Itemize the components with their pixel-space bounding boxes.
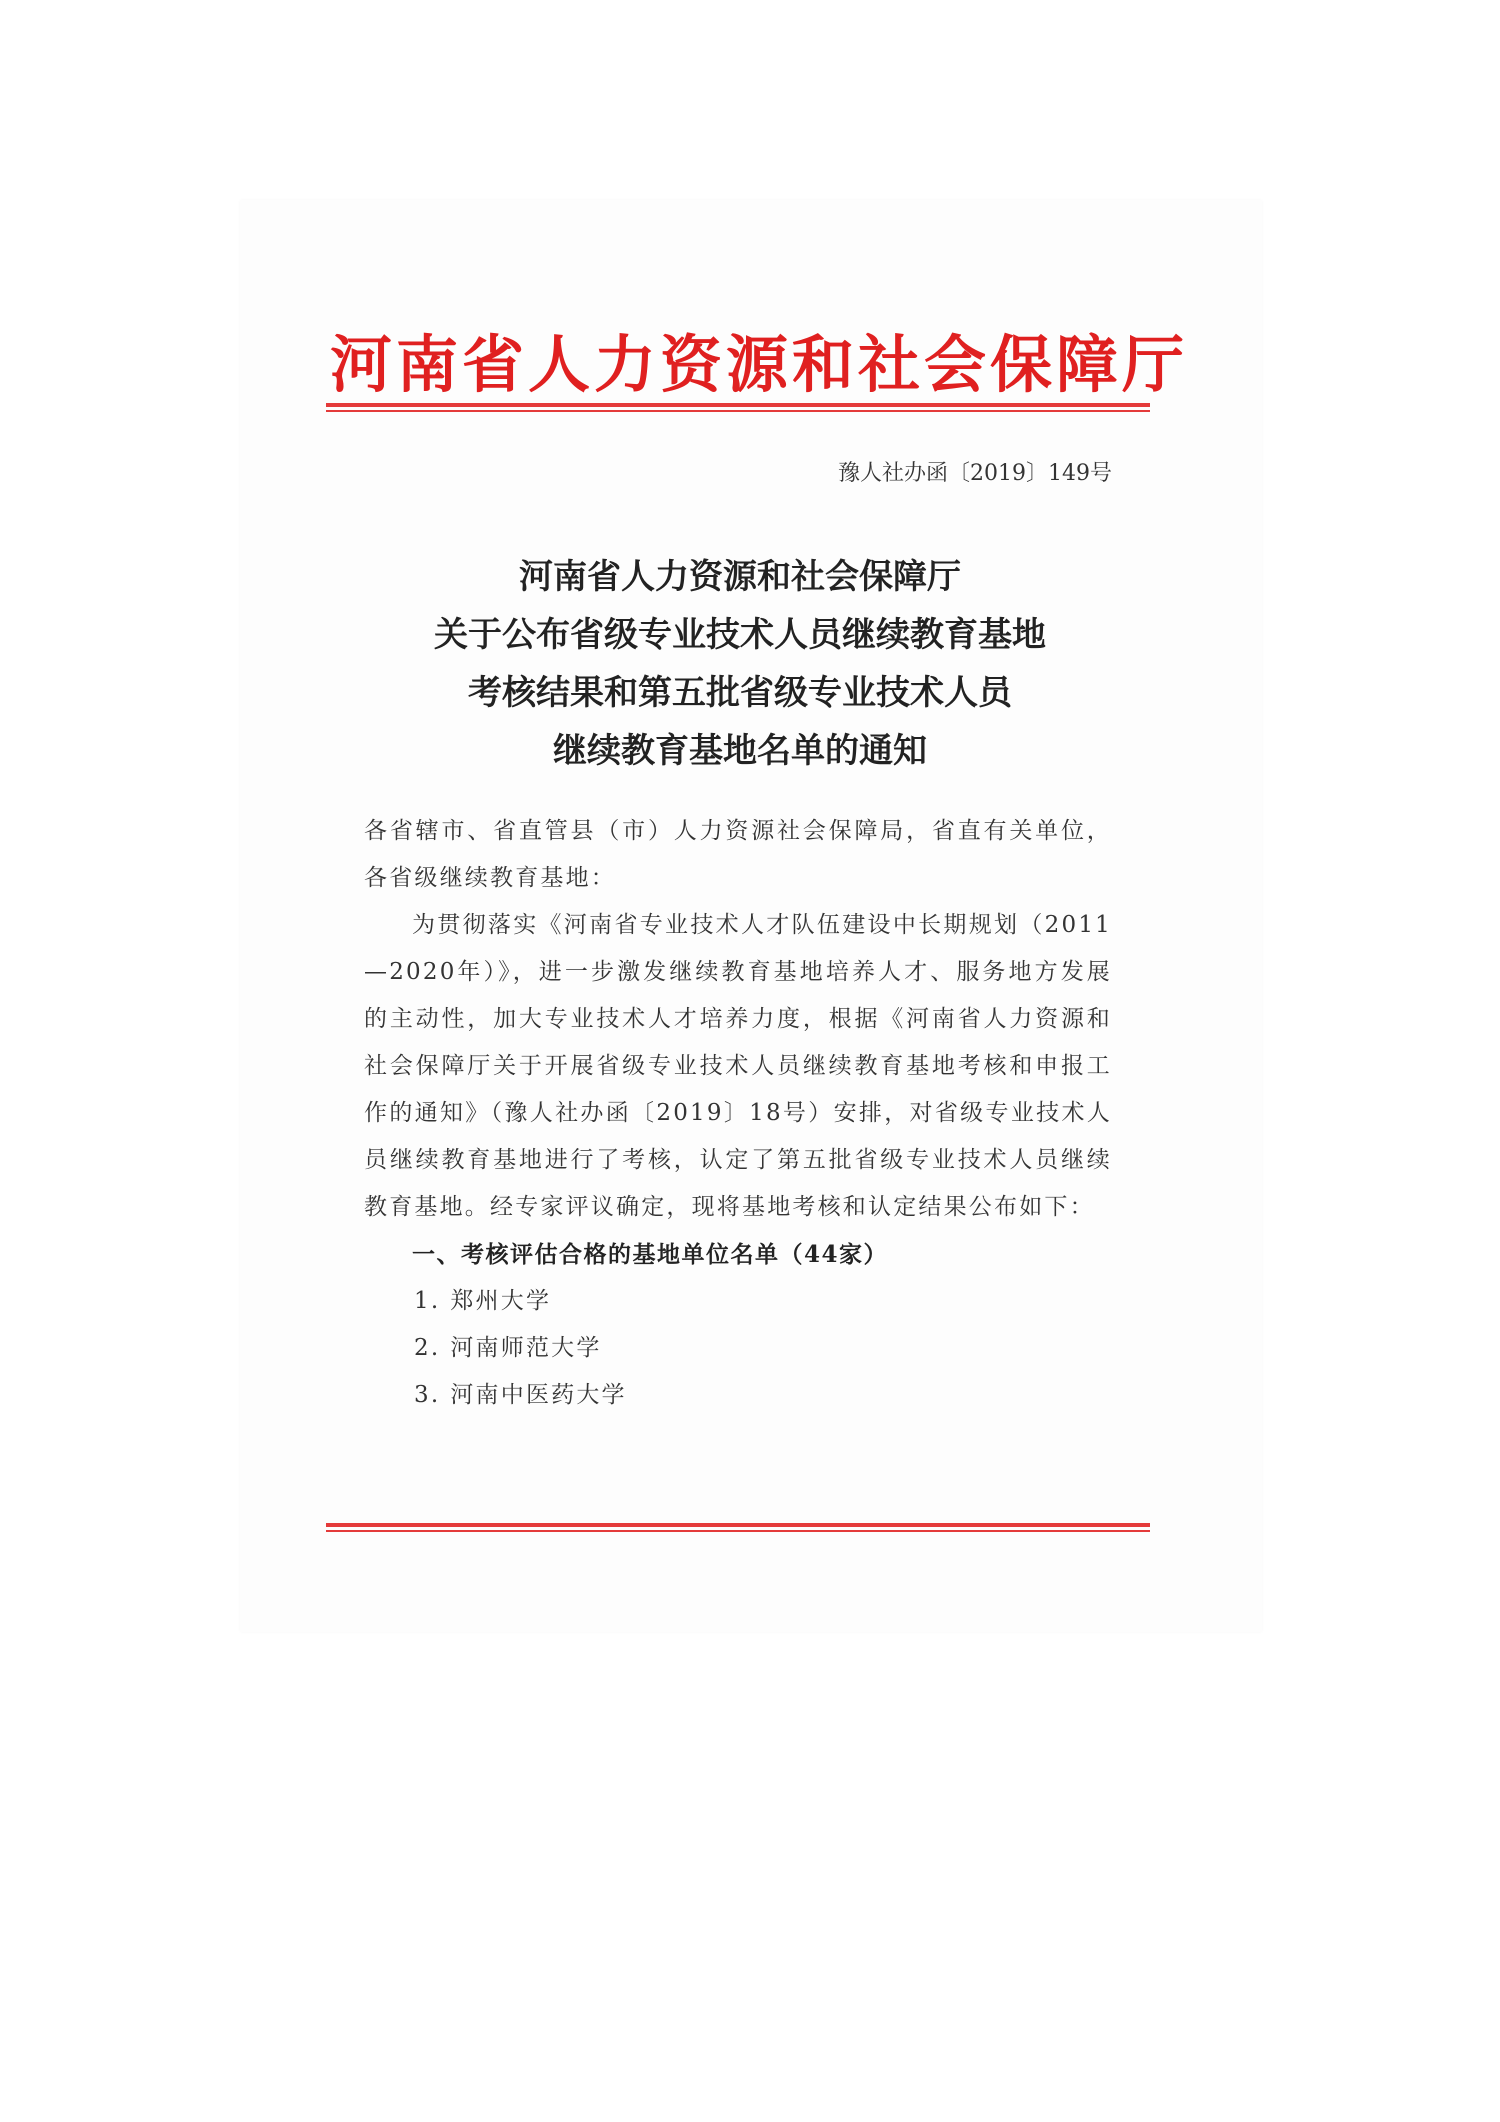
header-red-rule (326, 403, 1150, 407)
list-item-number: 2. (414, 1335, 441, 1361)
list-item (364, 1325, 1112, 1372)
list-item-name: 郑州大学 (450, 1288, 552, 1314)
list-item (364, 1372, 1112, 1419)
list-item-number: 3. (414, 1382, 441, 1408)
title-line: 河南省人力资源和社会保障厅 (519, 557, 961, 597)
title-line: 关于公布省级专业技术人员继续教育基地 (434, 615, 1046, 655)
list-item (364, 1278, 1112, 1325)
title-line: 考核结果和第五批省级专业技术人员 (468, 673, 1012, 713)
document-title (340, 548, 1140, 780)
list-item-name: 河南师范大学 (450, 1335, 602, 1361)
org-header-title: 河南省人力资源和社会保障厅 (330, 328, 1189, 401)
header-red-rule-thin (326, 410, 1150, 412)
list-item-number: 1. (414, 1288, 441, 1314)
document-number: 豫人社办函〔2019〕149号 (838, 461, 1112, 486)
addressee: 各省辖市、省直管县（市）人力资源社会保障局，省直有关单位，各省级继续教育基地： (364, 818, 1112, 891)
list-item-name: 河南中医药大学 (450, 1382, 627, 1408)
document-body (364, 808, 1112, 1419)
body-paragraph: 为贯彻落实《河南省专业技术人才队伍建设中长期规划（2011—2020年）》，进一步激发继续教育基地培养人才、服务地方发展的主动性，加大专业技术人才培养力度，根据《河南省人力资源和社会保障厅关于开展省级专业技术人员继续教育基地考核和申报工作的通知》（豫人社办函〔2019〕18号）安排，对省级专业技术人员继续教育基地进行了考核，认定了第五批省级专业技术人员继续教育基地。经专家评议确定，现将基地考核和认定结果公布如下： (364, 912, 1112, 1220)
footer-red-rule (326, 1523, 1150, 1527)
section-heading: 一、考核评估合格的基地单位名单（44家） (412, 1241, 889, 1268)
footer-red-rule-thin (326, 1530, 1150, 1532)
title-line: 继续教育基地名单的通知 (553, 731, 927, 771)
